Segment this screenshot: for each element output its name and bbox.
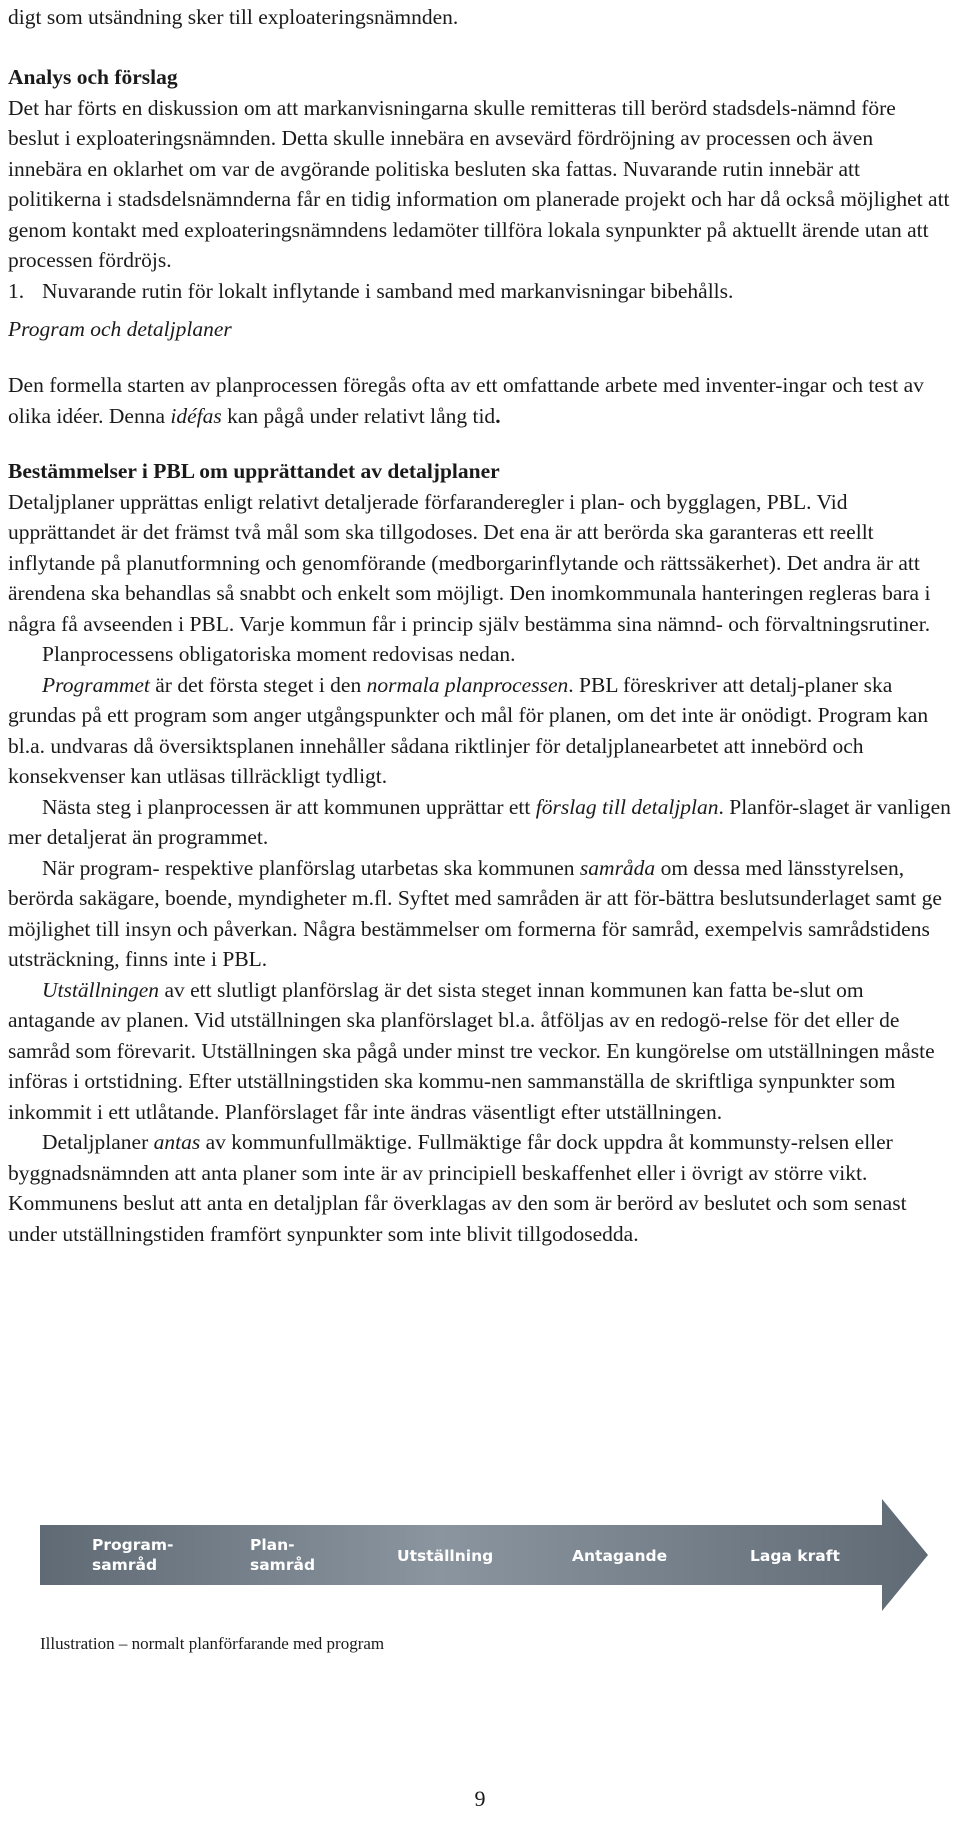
section-analys xyxy=(8,62,952,306)
p7-text-b: av kommunfullmäktige. Fullmäktige får dock uppdra åt kommunsty-relsen eller byggnadsnämnden att anta planer som inte är av principiell beskaffenhet eller i övrigt av större vikt. Kommunens beslut att anta en detaljplan får överklagas av den som är berörd av beslutet och som senast under utställningstiden framfört synpunkter som inte blivit tillgodosedda. xyxy=(8,1130,907,1246)
section-program xyxy=(8,314,952,345)
p6-text-b: av ett slutligt planförslag är det sista steget innan kommunen kan fatta be-slut om antagande av planen. Vid utställningen ska planförslaget bl.a. åtföljas av en redogö-relse för det eller de samråd som förevarit. Utställningen ska pågå under minst tre veckor. En kungörelse om utställningen måste införas i ortstidning. Efter utställningstiden ska kommu-nen sammanställa de skriftliga synpunkter som inkommit i ett utlåtande. Planförslaget får inte ändras väsentligt efter utställningen. xyxy=(8,977,935,1124)
heading-analys: Analys och förslag xyxy=(8,65,178,89)
p5-text-a: När program- respektive planförslag utarbetas ska kommunen xyxy=(42,855,580,880)
p7-italic: antas xyxy=(153,1130,201,1154)
pbl-paragraph-6 xyxy=(8,975,952,1128)
stage-2-line-1: Plan- xyxy=(250,1536,295,1554)
heading-program: Program och detaljplaner xyxy=(8,317,232,341)
pbl-paragraph-3 xyxy=(8,670,952,792)
stage-1-line-1: Program- xyxy=(92,1536,174,1554)
planprocess-arrow-figure xyxy=(40,1495,930,1615)
pbl-paragraph-1: Detaljplaner upprättas enligt relativt detaljerade förfaranderegler i plan- och bygglagen, PBL. Vid upprättandet är det främst två mål som ska tillgodoses. Det ena är att berörda ska garanteras ett reellt inflytande på planutformning och genomförande (medborgarinflytande och rättssäkerhet). Det andra är att ärendena ska behandlas så snabbt och enkelt som möjligt. Den inomkommunala hanteringen regleras bara i några få avseenden i PBL. Varje kommun får i princip själv bestämma sina nämnd- och förvaltningsrutiner. xyxy=(8,489,931,636)
item-text: Nuvarande rutin för lokalt inflytande i samband med markanvisningar bibehålls. xyxy=(42,278,734,303)
p4-text-a: Nästa steg i planprocessen är att kommunen upprättar ett xyxy=(42,794,536,819)
analys-body: Det har förts en diskussion om att markanvisningarna skulle remitteras till berörd stadsdels-nämnd före beslut i exploateringsnämnden. Detta skulle innebära en avsevärd fördröjning av processen och även innebära en oklarhet om var de avgörande politiska besluten ska fattas. Nuvarande rutin innebär att politikerna i stadsdelsnämnderna får en tidig information om planerade projekt och har då också möjlighet att genom kontakt med exploateringsnämndens ledamöter tillföra lokala synpunkter på aktuellt ärende utan att processen fördröjs. xyxy=(8,95,950,272)
p7-text-a: Detaljplaner xyxy=(42,1130,154,1154)
p3-text-a: är det första steget i den xyxy=(149,672,367,697)
figure-caption: Illustration – normalt planförfarande med program xyxy=(40,1634,385,1653)
p6-italic: Utställningen xyxy=(42,977,160,1002)
stage-5-label: Laga kraft xyxy=(750,1547,840,1565)
p4-text-b: . Planför-slaget är vanligen mer detaljerat än programmet. xyxy=(8,794,951,849)
program-text-b: kan pågå under relativt lång tid xyxy=(221,403,496,428)
p3-italic-2: normala planprocessen xyxy=(366,672,569,697)
numbered-item xyxy=(8,276,952,307)
item-number: 1. xyxy=(8,278,25,303)
page-number: 9 xyxy=(474,1786,486,1811)
p3-text-b: . PBL föreskriver att detalj-planer ska grundas på ett program som anger utgångspunkter och mål för planen, om det inte är onödigt. Program kan bl.a. undvaras då översiktsplanen innehåller sådana riktlinjer för detaljplanearbetet att innebörd och konsekvenser kan utläsas tillräckligt tydligt. xyxy=(8,672,929,788)
stage-4-label: Antagande xyxy=(572,1547,668,1565)
p5-text-b: om dessa med länsstyrelsen, berörda sakägare, boende, myndigheter m.fl. Syftet med samråden är att för-bättra beslutsunderlaget samt ge möjlighet till insyn och påverkan. Några bestämmelser om formerna för samråd, exempelvis samrådstidens utsträckning, finns inte i PBL. xyxy=(8,855,942,971)
p4-italic: förslag till detaljplan xyxy=(535,794,719,819)
stage-3-label: Utställning xyxy=(397,1547,494,1565)
pbl-paragraph-2: Planprocessens obligatoriska moment redovisas nedan. xyxy=(42,642,516,666)
program-text-period: . xyxy=(495,403,501,428)
pbl-paragraph-5 xyxy=(8,853,952,975)
program-text-a: Den formella starten av planprocessen föregås ofta av ett omfattande arbete med inventer-ingar och test av olika idéer. Denna xyxy=(8,373,924,428)
section-pbl xyxy=(8,456,952,1249)
heading-pbl: Bestämmelser i PBL om upprättandet av detaljplaner xyxy=(8,459,500,483)
stage-1-line-2: samråd xyxy=(92,1556,158,1574)
program-body xyxy=(8,370,952,431)
program-paragraph xyxy=(8,370,952,431)
p5-italic: samråda xyxy=(579,855,656,880)
program-text-italic: idéfas xyxy=(170,403,222,428)
stage-2-line-2: samråd xyxy=(250,1556,316,1574)
top-line-text: digt som utsändning sker till exploateringsnämnden. xyxy=(8,5,459,29)
top-line xyxy=(8,2,952,33)
p3-italic-1: Programmet xyxy=(42,672,150,697)
pbl-paragraph-4 xyxy=(8,792,952,853)
pbl-paragraph-7 xyxy=(8,1127,952,1249)
